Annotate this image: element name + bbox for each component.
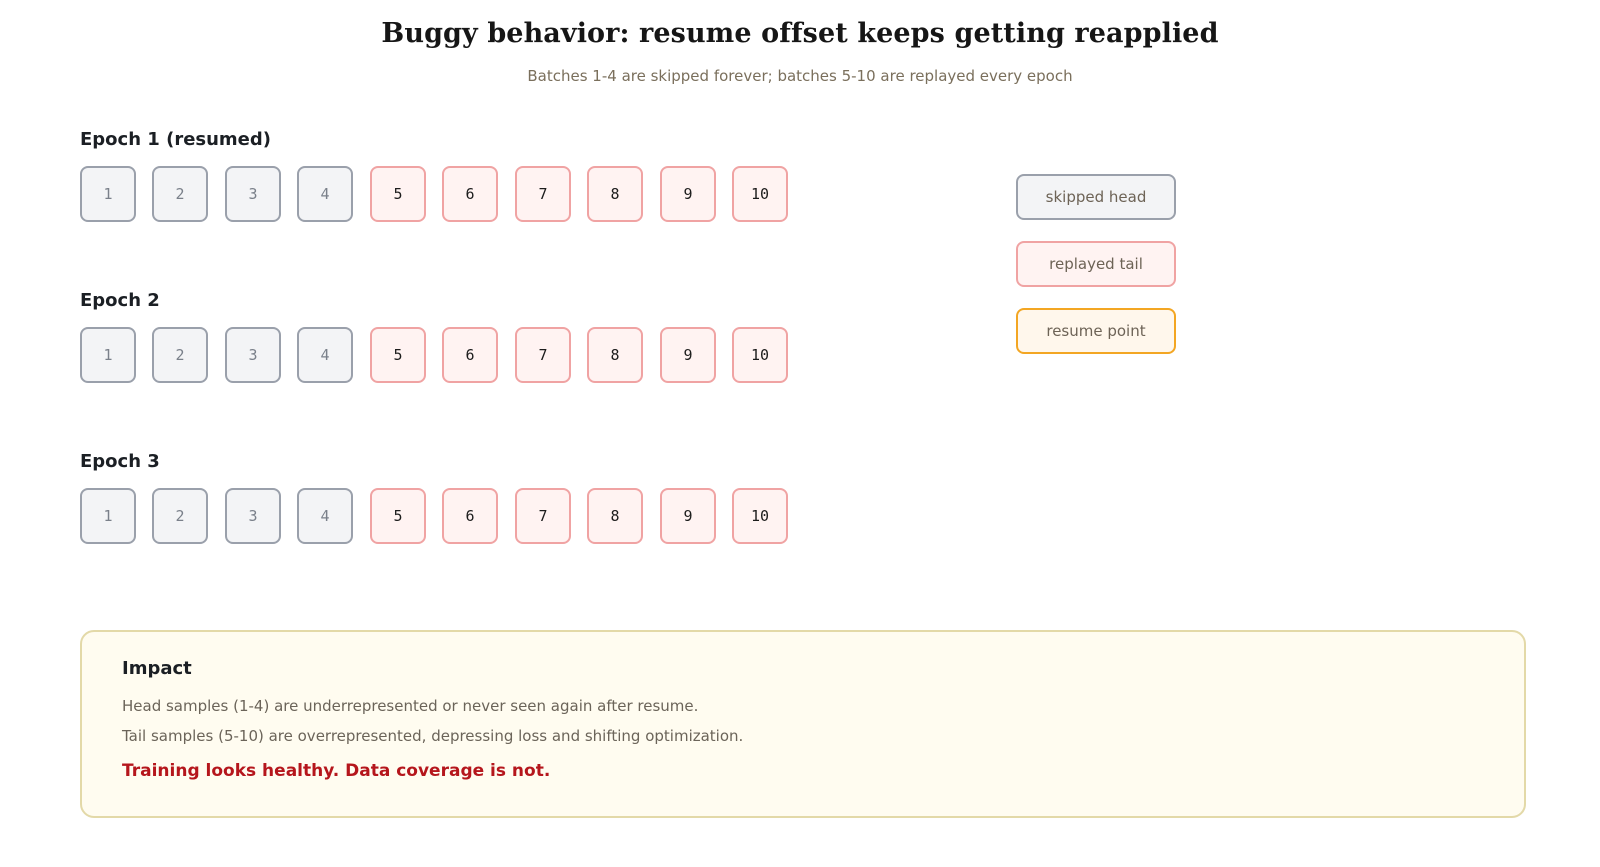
impact-title: Impact bbox=[122, 658, 192, 679]
epoch-row-3 bbox=[80, 450, 770, 525]
epoch-label: Epoch 3 bbox=[80, 451, 160, 472]
impact-alert: Training looks healthy. Data coverage is not. bbox=[122, 761, 551, 781]
batch-row bbox=[80, 327, 800, 387]
batch-box-replayed: 6 bbox=[442, 488, 498, 544]
batch-row bbox=[80, 166, 800, 226]
epoch-row-2 bbox=[80, 289, 770, 364]
batch-box-skipped: 3 bbox=[225, 166, 281, 222]
legend-replayed-tail: replayed tail bbox=[1016, 241, 1176, 287]
batch-box-skipped: 2 bbox=[152, 488, 208, 544]
batch-box-replayed: 5 bbox=[370, 488, 426, 544]
batch-box-replayed: 10 bbox=[732, 488, 788, 544]
impact-panel bbox=[80, 630, 1526, 818]
batch-box-replayed: 9 bbox=[660, 488, 716, 544]
batch-box-skipped: 4 bbox=[297, 327, 353, 383]
diagram-subtitle: Batches 1-4 are skipped forever; batches 5-10 are replayed every epoch bbox=[527, 67, 1073, 85]
batch-box-replayed: 8 bbox=[587, 166, 643, 222]
legend-skipped-head: skipped head bbox=[1016, 174, 1176, 220]
legend-resume-point: resume point bbox=[1016, 308, 1176, 354]
batch-box-replayed: 7 bbox=[515, 166, 571, 222]
batch-box-skipped: 3 bbox=[225, 327, 281, 383]
batch-box-replayed: 8 bbox=[587, 327, 643, 383]
batch-box-replayed: 5 bbox=[370, 327, 426, 383]
epoch-label: Epoch 1 (resumed) bbox=[80, 129, 272, 150]
batch-box-skipped: 2 bbox=[152, 166, 208, 222]
batch-box-replayed: 8 bbox=[587, 488, 643, 544]
diagram-title: Buggy behavior: resume offset keeps getting reapplied bbox=[381, 18, 1219, 49]
batch-box-skipped: 2 bbox=[152, 327, 208, 383]
batch-box-replayed: 10 bbox=[732, 166, 788, 222]
batch-box-replayed: 6 bbox=[442, 327, 498, 383]
batch-box-skipped: 1 bbox=[80, 166, 136, 222]
batch-box-replayed: 9 bbox=[660, 166, 716, 222]
epoch-label: Epoch 2 bbox=[80, 290, 160, 311]
batch-box-replayed: 5 bbox=[370, 166, 426, 222]
impact-line-tail: Tail samples (5-10) are overrepresented, depressing loss and shifting optimization. bbox=[122, 727, 744, 745]
epoch-row-1 bbox=[80, 128, 770, 203]
batch-box-skipped: 3 bbox=[225, 488, 281, 544]
batch-box-skipped: 4 bbox=[297, 166, 353, 222]
batch-row bbox=[80, 488, 800, 548]
batch-box-replayed: 9 bbox=[660, 327, 716, 383]
batch-box-skipped: 1 bbox=[80, 327, 136, 383]
batch-box-skipped: 1 bbox=[80, 488, 136, 544]
batch-box-replayed: 7 bbox=[515, 327, 571, 383]
batch-box-skipped: 4 bbox=[297, 488, 353, 544]
batch-box-replayed: 7 bbox=[515, 488, 571, 544]
batch-box-replayed: 10 bbox=[732, 327, 788, 383]
batch-box-replayed: 6 bbox=[442, 166, 498, 222]
impact-line-head: Head samples (1-4) are underrepresented or never seen again after resume. bbox=[122, 697, 699, 715]
